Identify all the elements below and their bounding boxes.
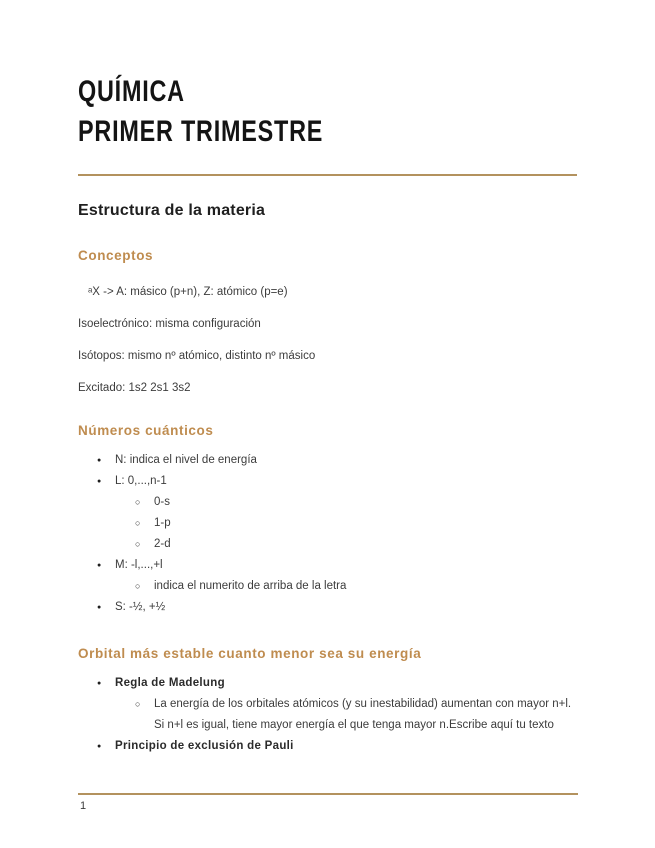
list-item-madelung <box>97 673 577 736</box>
paragraph-atomic-notation: ᵃX -> A: másico (p+n), Z: atómico (p=e) <box>88 286 288 298</box>
list-item-m <box>97 555 577 597</box>
footer-rule <box>78 793 578 795</box>
header-rule <box>78 174 577 176</box>
list-item-text: N: indica el nivel de energía <box>115 454 257 466</box>
list-item-text: M: -l,...,+l <box>115 559 163 571</box>
list-item-1p <box>135 513 577 534</box>
page-number: 1 <box>80 800 87 812</box>
m-sublist <box>115 576 577 597</box>
list-item-text: 0-s <box>154 496 170 508</box>
list-item-pauli <box>97 736 577 757</box>
list-item-2d <box>135 534 577 555</box>
subheading-numeros-cuanticos: Números cuánticos <box>78 423 214 438</box>
list-item-text: indica el numerito de arriba de la letra <box>154 580 347 592</box>
paragraph-isoelectronico: Isoelectrónico: misma configuración <box>78 318 261 330</box>
list-item-text: S: -½, +½ <box>115 601 166 613</box>
subheading-orbital-estable: Orbital más estable cuanto menor sea su energía <box>78 646 422 661</box>
list-item-l <box>97 471 577 555</box>
list-item-text: 2-d <box>154 538 171 550</box>
quantum-numbers-list <box>78 450 577 618</box>
section-heading: Estructura de la materia <box>78 202 266 219</box>
document-footer <box>78 793 578 812</box>
list-item-madelung-text <box>135 694 577 736</box>
list-item-title: Regla de Madelung <box>115 677 225 689</box>
document-header <box>78 72 577 176</box>
orbital-rules-list <box>78 673 577 757</box>
list-item-n <box>97 450 577 471</box>
list-item-m-note <box>135 576 577 597</box>
paragraph-excitado: Excitado: 1s2 2s1 3s2 <box>78 382 191 394</box>
list-item-text: ○ La energía de los orbitales atómicos (y su inestabilidad) aumentan con mayor n+l. Si n+l es igual, tiene mayor energía el que tenga mayor n.Escribe aquí tu texto <box>154 698 572 731</box>
list-item-title: Principio de exclusión de Pauli <box>115 740 294 752</box>
l-sublist <box>115 492 577 555</box>
list-item-s <box>97 597 577 618</box>
paragraph-isotopos: Isótopos: mismo nº atómico, distinto nº másico <box>78 350 316 362</box>
doc-title-line-1: QUÍMICA <box>78 75 185 108</box>
subheading-conceptos: Conceptos <box>78 248 154 263</box>
doc-title-line-2: PRIMER TRIMESTRE <box>78 115 324 148</box>
list-item-text: 1-p <box>154 517 171 529</box>
madelung-sublist <box>115 694 577 736</box>
list-item-text: L: 0,...,n-1 <box>115 475 167 487</box>
list-item-0s <box>135 492 577 513</box>
